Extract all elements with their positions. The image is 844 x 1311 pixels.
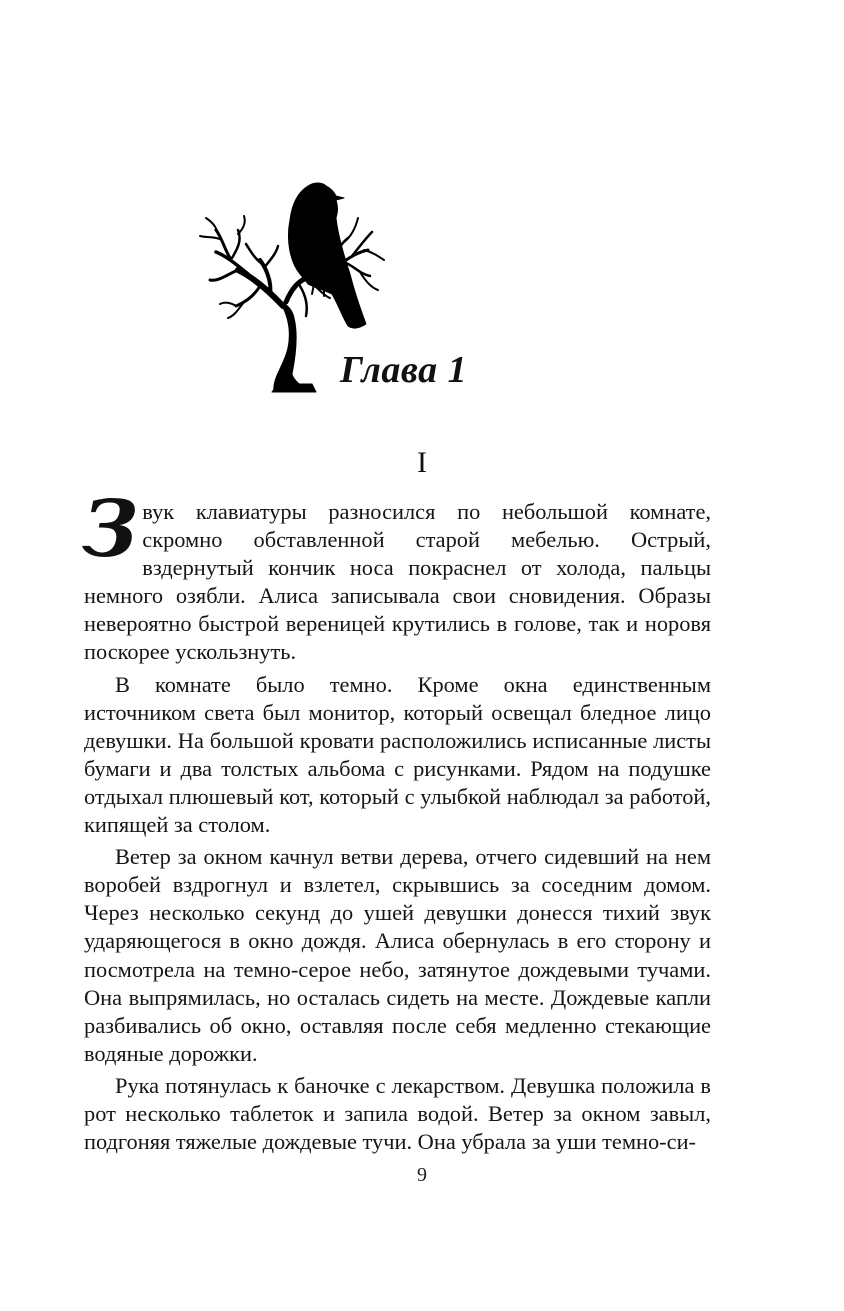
- section-number: I: [417, 446, 427, 479]
- paragraph-4: Рука потянулась к баночке с лекарством. Девушка положила в рот несколько таблеток и запила водой. Ветер за окном завыл, подгоняя тяжелые дождевые тучи. Она убрала за уши темно-си-: [84, 1072, 711, 1155]
- paragraph-1: [82, 484, 711, 667]
- paragraph-2: В комнате было темно. Кроме окна единственным источником света был монитор, который освещал бледное лицо девушки. На большой кровати расположились исписанные листы бумаги и два толстых альбома с рисунками. Рядом на подушке отдыхал плюшевый кот, который с улыбкой наблюдал за работой, кипящей за столом.: [84, 671, 711, 838]
- paragraph-3: Ветер за окном качнул ветви дерева, отчего сидевший на нем воробей вздрогнул и взлетел, скрывшись за соседним домом. Через несколько секунд до ушей девушки донесся тихий звук ударяющегося в окно дождя. Алиса обернулась в его сторону и посмотрела на темно-серое небо, затянутое дождевыми тучами. Она выпрямилась, но осталась сидеть на месте. Дождевые капли разбивались об окно, оставляя после себя медленно стекающие водяные дорожки.: [84, 844, 711, 1066]
- chapter-title: Глава 1: [340, 349, 468, 391]
- body-text: [82, 484, 711, 1156]
- drop-cap: З: [82, 484, 139, 575]
- page-number: 9: [417, 1164, 427, 1186]
- paragraph-1-text: вук клавиатуры разносился по небольшой комнате, скромно обставленной старой мебелью. Острый, вздернутый кончик носа покраснел от холода, пальцы немного озябли. Алиса записывала свои сновидения. Образы невероятно быстрой вереницей крутились в голове, так и норовя поскорее ускользнуть.: [84, 499, 711, 665]
